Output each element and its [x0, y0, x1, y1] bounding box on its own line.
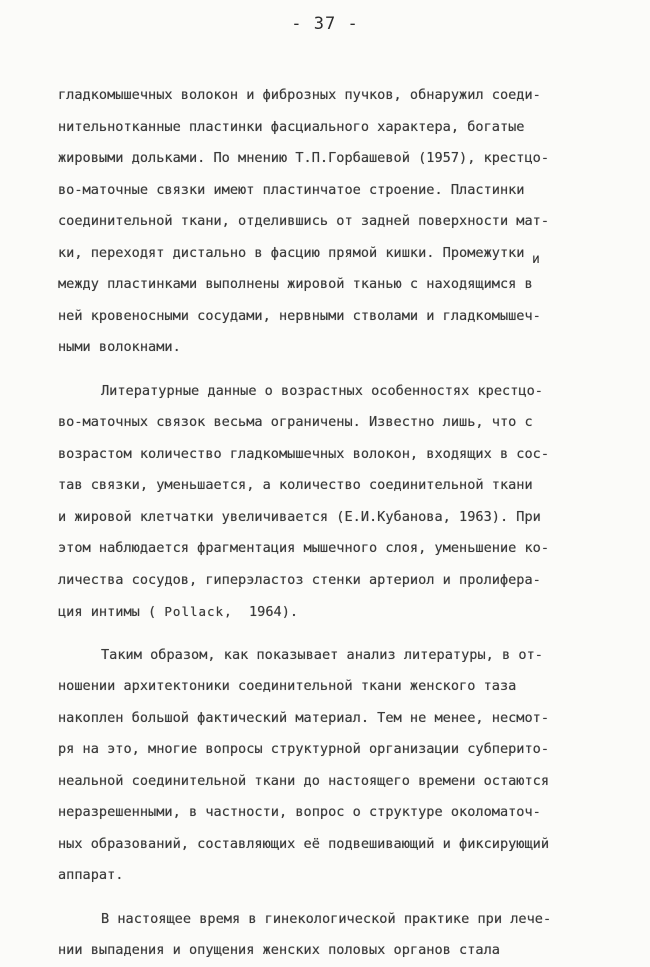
text-line: во-маточных связок весьма ограничены. Известно лишь, что с	[58, 414, 533, 430]
text-line: гладкомышечных волокон и фиброзных пучков, обнаружил соеди-	[58, 87, 541, 103]
text-line: возрастом количество гладкомышечных волокон, входящих в сос-	[58, 445, 550, 462]
paragraph-1	[58, 80, 618, 364]
text-line: личества сосудов, гиперэластоз стенки артериол и пролифера-	[58, 571, 541, 588]
body-text	[58, 80, 618, 967]
paragraph-2	[58, 376, 618, 628]
text-line-citation	[58, 596, 618, 628]
text-line: ными волокнами.	[58, 339, 181, 355]
text-line: ки, переходят дистально в фасцию прямой кишки. Промежутки	[58, 244, 525, 261]
text-line: соединительной ткани, отделившись от задней поверхности мат-	[58, 213, 550, 229]
text-line: и жировой клетчатки увеличивается (Е.И.Кубанова, 1963). При	[58, 508, 541, 525]
text-line: ря на это, многие вопросы структурной организации субперито-	[58, 741, 550, 757]
text-line: ней кровеносными сосудами, нервными стволами и гладкомышеч-	[58, 307, 541, 324]
handwritten-insertion: и	[532, 252, 540, 267]
text-line: между пластинками выполнены жировой тканью с находящимся в	[58, 276, 533, 292]
text-line: ношении архитектоники соединительной ткани женского таза	[58, 678, 517, 694]
text-line: неразрешенными, в частности, вопрос о структуре околоматоч-	[58, 804, 541, 820]
citation-year: 1964).	[232, 604, 299, 620]
citation-author: Pollack,	[164, 604, 233, 619]
text-line: нительнотканные пластинки фасциального характера, богатые	[58, 118, 525, 135]
text-line: нии выпадения и опущения женских половых органов стала	[58, 942, 500, 958]
text-line: во-маточные связки имеют пластинчатое строение. Пластинки	[58, 181, 525, 198]
paragraph-4	[58, 904, 618, 967]
paragraph-3	[58, 640, 618, 892]
text-line: В настоящее время в гинекологической практике при лече-	[101, 910, 552, 927]
text-line: тав связки, уменьшается, а количество соединительной ткани	[58, 477, 533, 493]
citation-prefix: ция интимы (	[58, 604, 165, 620]
text-line: неальной соединительной ткани до настоящего времени остаются	[58, 772, 550, 789]
text-line: Литературные данные о возрастных особенностях крестцо-	[101, 382, 543, 399]
text-line: накоплен большой фактический материал. Тем не менее, несмот-	[58, 709, 550, 726]
text-line: ных образований, составляющих её подвешивающий и фиксирующий	[58, 835, 550, 852]
text-line: Таким образом, как показывает анализ литературы, в от-	[101, 646, 543, 663]
text-line: аппарат.	[58, 867, 124, 883]
text-line: жировыми дольками. По мнению Т.П.Горбашевой (1957), крестцо-	[58, 150, 550, 166]
text-line: этом наблюдается фрагментация мышечного слоя, уменьшение ко-	[58, 540, 550, 556]
page-number: - 37 -	[291, 14, 359, 34]
